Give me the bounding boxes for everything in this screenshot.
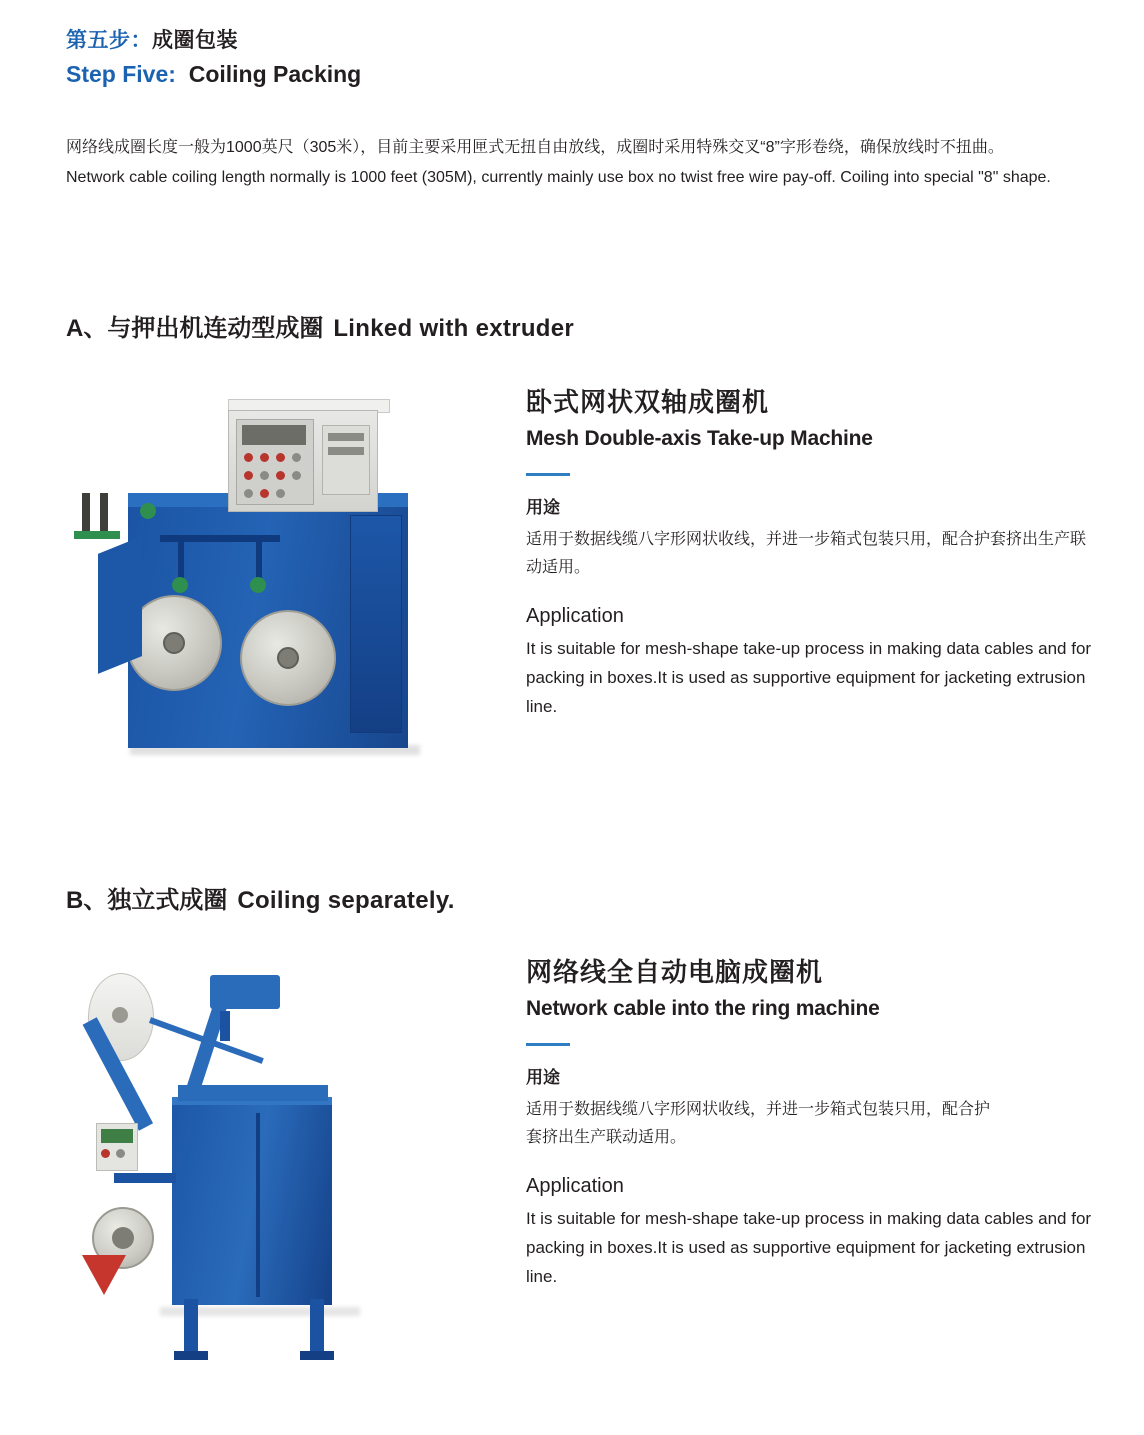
step-title-chinese <box>66 26 361 56</box>
machine-a-roller <box>172 577 188 593</box>
machine-a-knob <box>276 453 285 462</box>
machine-a-reel-left-hub <box>163 632 185 654</box>
product-b-photo-caption <box>60 955 61 956</box>
machine-a-knob <box>292 471 301 480</box>
machine-b-body-seam <box>256 1113 260 1297</box>
machine-b-head <box>210 975 280 1009</box>
machine-b-leg <box>310 1299 324 1354</box>
machine-b-reel-support <box>114 1173 176 1183</box>
step-label-chinese: 第五步： <box>66 29 152 52</box>
section-a-title-english: Linked with extruder <box>333 315 575 342</box>
machine-b-control-display <box>101 1129 133 1143</box>
step-name-chinese: 成圈包装 <box>152 29 238 52</box>
machine-a-vent <box>328 447 364 455</box>
machine-b-body <box>172 1105 332 1305</box>
product-b-name-english: Network cable into the ring machine <box>526 997 880 1020</box>
machine-b-reel-hub <box>112 1227 134 1249</box>
intro-paragraph <box>66 134 1086 191</box>
machine-a-stand <box>100 493 108 533</box>
section-a-title <box>66 308 574 343</box>
machine-a-vent <box>328 433 364 441</box>
product-b-name-chinese: 网络线全自动电脑成圈机 <box>526 957 824 987</box>
machine-a-knob <box>260 453 269 462</box>
product-b-photo <box>60 955 480 1355</box>
machine-b-table <box>178 1085 328 1101</box>
machine-b-leg <box>184 1299 198 1354</box>
product-a-use-heading-chinese: 用途 <box>526 498 560 517</box>
machine-a-knob <box>276 471 285 480</box>
machine-b-spool-hub <box>112 1007 128 1023</box>
product-b-use-body-chinese: 适用于数据线缆八字形网状收线，并进一步箱式包装只用，配合护套挤出生产联动适用。 <box>526 1101 991 1146</box>
machine-b-cone <box>82 1255 126 1295</box>
machine-b-foot <box>174 1351 208 1360</box>
machine-a-guide-arm <box>98 536 142 674</box>
intro-chinese: 网络线成圈长度一般为1000英尺（305米），目前主要采用匣式无扭自由放线，成圈时采用特殊交叉“8”字形卷绕，确保放线时不扭曲。 <box>66 139 1004 156</box>
machine-a-knob <box>260 471 269 480</box>
product-b-divider <box>526 1043 570 1046</box>
product-a-name-chinese: 卧式网状双轴成圈机 <box>526 387 770 417</box>
machine-b-knob <box>116 1149 125 1158</box>
product-b-use-body-english: It is suitable for mesh-shape take-up process in making data cables and for packing in boxes.It is used as supportive equipment for jacketing extrusion line. <box>526 1209 1092 1286</box>
machine-a-knob <box>276 489 285 498</box>
product-b-use-heading-english: Application <box>526 1175 624 1197</box>
machine-a-base-rail <box>74 531 120 539</box>
product-b-text <box>526 955 1096 1291</box>
machine-b-head-post <box>220 1011 230 1041</box>
machine-a-roller <box>250 577 266 593</box>
machine-a-display <box>242 425 306 445</box>
machine-a-post <box>178 535 184 583</box>
product-a-photo-caption <box>60 385 61 386</box>
machine-b-illustration <box>60 955 480 1355</box>
product-a-use-body-english: It is suitable for mesh-shape take-up process in making data cables and for packing in boxes.It is used as supportive equipment for jacketing extrusion line. <box>526 639 1092 716</box>
machine-a-illustration <box>60 385 480 785</box>
product-b-use-heading-chinese: 用途 <box>526 1068 560 1087</box>
machine-a-knob <box>244 453 253 462</box>
step-title-english <box>66 58 361 90</box>
machine-a-door <box>350 515 402 733</box>
section-b-title-chinese: B、独立式成圈 <box>66 887 228 914</box>
machine-a-stand <box>82 493 90 533</box>
machine-a-roller <box>140 503 156 519</box>
product-a-text <box>526 385 1096 721</box>
section-b-title-english: Coiling separately. <box>237 887 455 914</box>
product-a-use-heading-english: Application <box>526 605 624 627</box>
machine-b-foot <box>300 1351 334 1360</box>
step-label-english: Step Five: <box>66 61 176 87</box>
product-a-name-english: Mesh Double-axis Take-up Machine <box>526 427 873 450</box>
product-a-use-body-chinese: 适用于数据线缆八字形网状收线，并进一步箱式包装只用，配合护套挤出生产联动适用。 <box>526 531 1087 576</box>
machine-a-post <box>256 535 262 583</box>
intro-english: Network cable coiling length normally is 1000 feet (305M), currently mainly use box no twist free wire pay-off. Coiling into special "8" shape. <box>66 169 1051 186</box>
step-header <box>66 26 361 90</box>
product-a-divider <box>526 473 570 476</box>
section-b-title <box>66 880 455 915</box>
machine-a-knob <box>292 453 301 462</box>
step-name-english: Coiling Packing <box>188 61 362 87</box>
product-a-photo <box>60 385 480 785</box>
machine-a-knob <box>260 489 269 498</box>
machine-a-knob <box>244 471 253 480</box>
section-a-title-chinese: A、与押出机连动型成圈 <box>66 315 324 342</box>
machine-a-knob <box>244 489 253 498</box>
machine-b-knob <box>101 1149 110 1158</box>
machine-a-reel-right-hub <box>277 647 299 669</box>
